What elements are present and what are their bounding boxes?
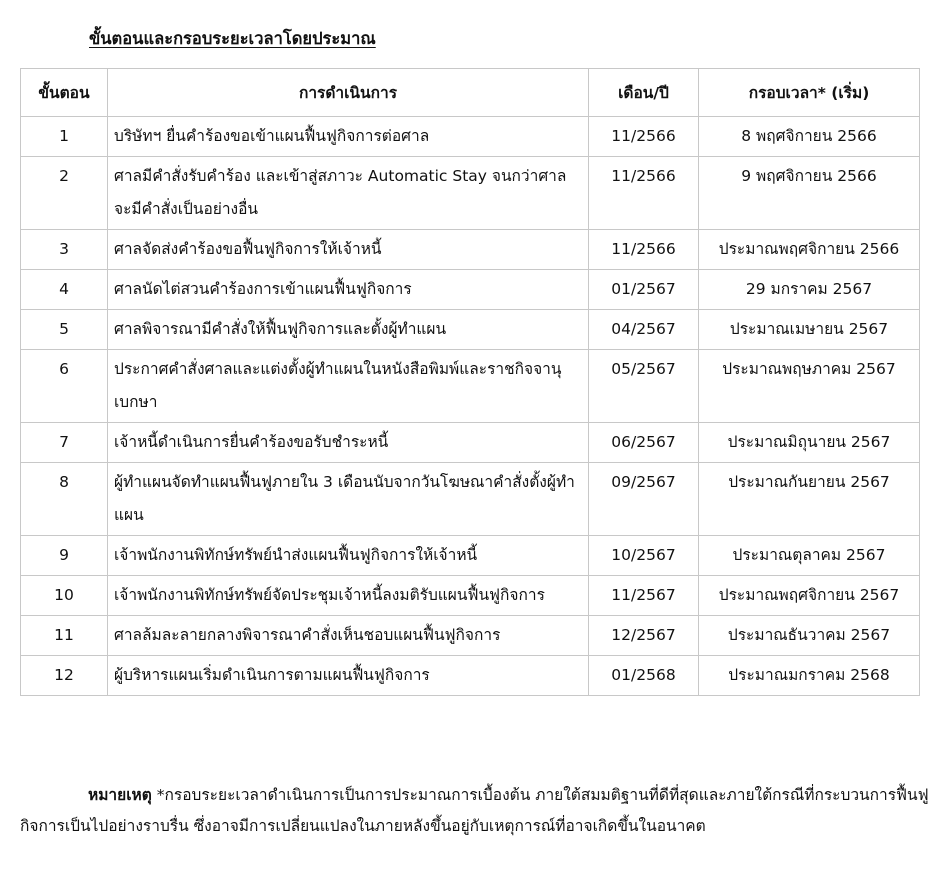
month-year: 01/2568	[589, 656, 699, 696]
table-row	[21, 463, 920, 536]
step-number: 8	[21, 463, 108, 536]
month-year: 11/2566	[589, 230, 699, 270]
action-text: ศาลนัดไต่สวนคำร้องการเข้าแผนฟื้นฟูกิจการ	[108, 270, 589, 310]
time-frame: 9 พฤศจิกายน 2566	[699, 157, 920, 230]
step-number: 6	[21, 350, 108, 423]
action-text: บริษัทฯ ยื่นคำร้องขอเข้าแผนฟื้นฟูกิจการต่อศาล	[108, 117, 589, 157]
month-year: 09/2567	[589, 463, 699, 536]
footnote-text: *กรอบระยะเวลาดำเนินการเป็นการประมาณการเบื้องต้น ภายใต้สมมติฐานที่ดีที่สุดและภายใต้กรณีที่กระบวนการฟื้นฟูกิจการเป็นไปอย่างราบรื่น ซึ่งอาจมีการเปลี่ยนแปลงในภายหลังขึ้นอยู่กับเหตุการณ์ที่อาจเกิดขึ้นในอนาคต	[20, 786, 929, 835]
table-row	[21, 310, 920, 350]
month-year: 11/2566	[589, 157, 699, 230]
month-year: 06/2567	[589, 423, 699, 463]
table-row	[21, 350, 920, 423]
table-row	[21, 536, 920, 576]
month-year: 10/2567	[589, 536, 699, 576]
step-number: 1	[21, 117, 108, 157]
page-title: ขั้นตอนและกรอบระยะเวลาโดยประมาณ	[89, 29, 376, 48]
step-number: 9	[21, 536, 108, 576]
month-year: 11/2567	[589, 576, 699, 616]
table-row	[21, 616, 920, 656]
action-text: ศาลจัดส่งคำร้องขอฟื้นฟูกิจการให้เจ้าหนี้	[108, 230, 589, 270]
time-frame: ประมาณมกราคม 2568	[699, 656, 920, 696]
step-number: 10	[21, 576, 108, 616]
header-step: ขั้นตอน	[21, 69, 108, 117]
header-month: เดือน/ปี	[589, 69, 699, 117]
table-row	[21, 656, 920, 696]
step-number: 4	[21, 270, 108, 310]
step-number: 7	[21, 423, 108, 463]
month-year: 05/2567	[589, 350, 699, 423]
step-number: 5	[21, 310, 108, 350]
time-frame: ประมาณพฤษภาคม 2567	[699, 350, 920, 423]
action-text: ประกาศคำสั่งศาลและแต่งตั้งผู้ทำแผนในหนังสือพิมพ์และราชกิจจานุเบกษา	[108, 350, 589, 423]
month-year: 11/2566	[589, 117, 699, 157]
time-frame: 8 พฤศจิกายน 2566	[699, 117, 920, 157]
action-text: ศาลมีคำสั่งรับคำร้อง และเข้าสู่สภาวะ Automatic Stay จนกว่าศาลจะมีคำสั่งเป็นอย่างอื่น	[108, 157, 589, 230]
month-year: 12/2567	[589, 616, 699, 656]
table-row	[21, 576, 920, 616]
month-year: 01/2567	[589, 270, 699, 310]
time-frame: ประมาณพฤศจิกายน 2567	[699, 576, 920, 616]
time-frame: ประมาณพฤศจิกายน 2566	[699, 230, 920, 270]
action-text: เจ้าหนี้ดำเนินการยื่นคำร้องขอรับชำระหนี้	[108, 423, 589, 463]
action-text: ศาลพิจารณามีคำสั่งให้ฟื้นฟูกิจการและตั้งผู้ทำแผน	[108, 310, 589, 350]
table-row	[21, 270, 920, 310]
action-text: เจ้าพนักงานพิทักษ์ทรัพย์นำส่งแผนฟื้นฟูกิจการให้เจ้าหนี้	[108, 536, 589, 576]
header-action: การดำเนินการ	[108, 69, 589, 117]
month-year: 04/2567	[589, 310, 699, 350]
step-number: 12	[21, 656, 108, 696]
table-row	[21, 230, 920, 270]
action-text: ผู้บริหารแผนเริ่มดำเนินการตามแผนฟื้นฟูกิจการ	[108, 656, 589, 696]
table-row	[21, 423, 920, 463]
step-number: 3	[21, 230, 108, 270]
header-frame: กรอบเวลา* (เริ่ม)	[699, 69, 920, 117]
action-text: เจ้าพนักงานพิทักษ์ทรัพย์จัดประชุมเจ้าหนี้ลงมติรับแผนฟื้นฟูกิจการ	[108, 576, 589, 616]
footnote-label: หมายเหตุ	[88, 786, 152, 804]
action-text: ผู้ทำแผนจัดทำแผนฟื้นฟูภายใน 3 เดือนนับจากวันโฆษณาคำสั่งตั้งผู้ทำแผน	[108, 463, 589, 536]
step-number: 2	[21, 157, 108, 230]
time-frame: 29 มกราคม 2567	[699, 270, 920, 310]
table-header-row	[21, 69, 920, 117]
time-frame: ประมาณกันยายน 2567	[699, 463, 920, 536]
time-frame: ประมาณมิถุนายน 2567	[699, 423, 920, 463]
step-number: 11	[21, 616, 108, 656]
footnote	[20, 780, 938, 842]
time-frame: ประมาณตุลาคม 2567	[699, 536, 920, 576]
time-frame: ประมาณเมษายน 2567	[699, 310, 920, 350]
table-row	[21, 117, 920, 157]
time-frame: ประมาณธันวาคม 2567	[699, 616, 920, 656]
action-text: ศาลล้มละลายกลางพิจารณาคำสั่งเห็นชอบแผนฟื้นฟูกิจการ	[108, 616, 589, 656]
table-row	[21, 157, 920, 230]
timeline-table	[20, 68, 920, 696]
